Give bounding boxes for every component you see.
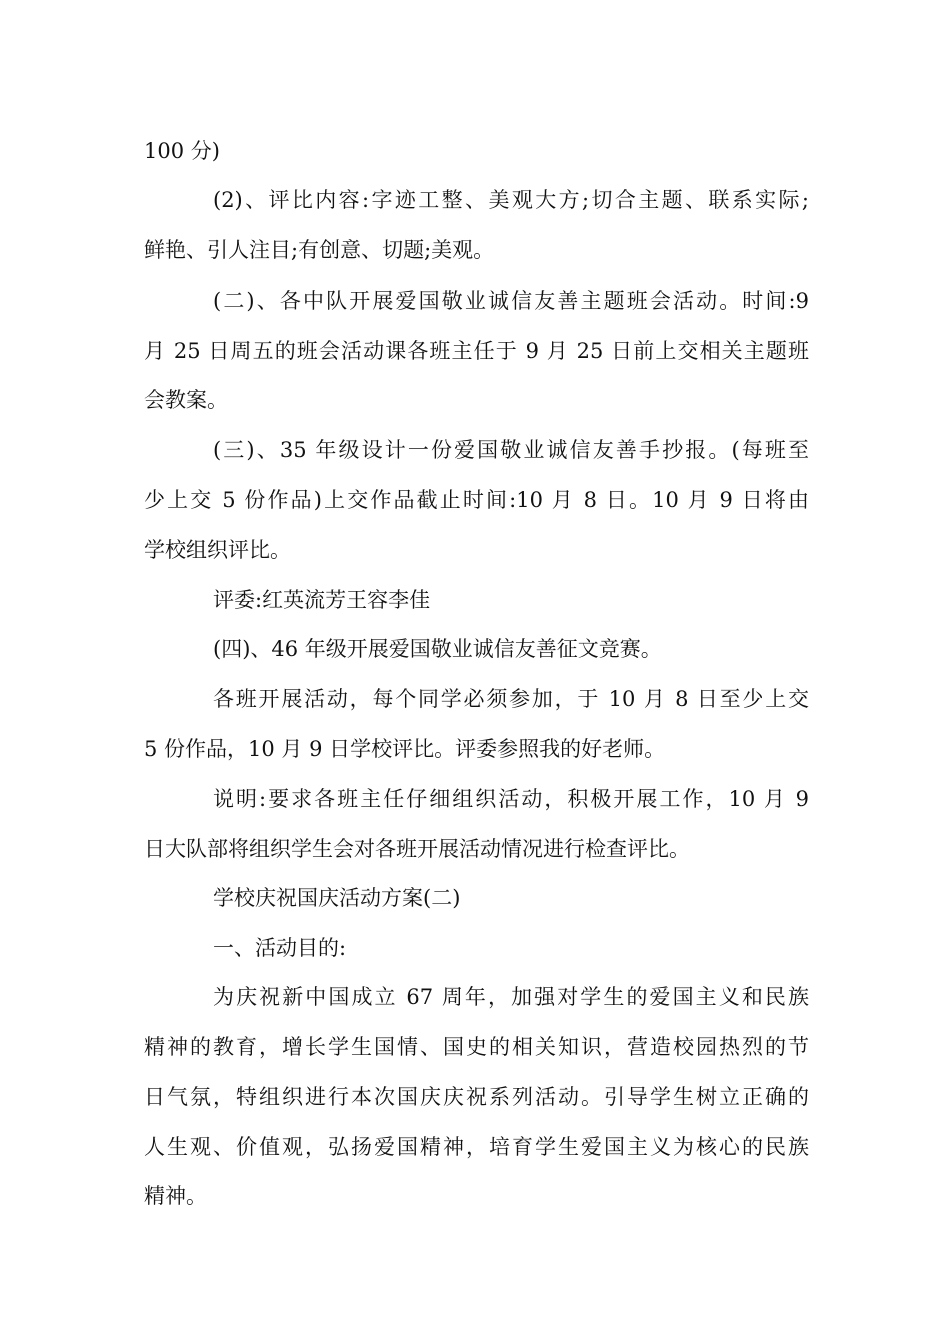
text-line: 各班开展活动，每个同学必须参加，于 10 月 8 日至少上交 [213, 687, 809, 711]
section-heading: 一、活动目的: [213, 936, 347, 960]
text-line: 会教案。 [144, 388, 228, 412]
text-line: 日大队部将组织学生会对各班开展活动情况进行检查评比。 [144, 837, 690, 861]
text-line: 评委:红英流芳王容李佳 [213, 588, 431, 612]
text-line: (四)、46 年级开展爱国敬业诚信友善征文竞赛。 [213, 637, 662, 661]
section-title: 学校庆祝国庆活动方案(二) [213, 886, 461, 910]
text-line: (三)、35 年级设计一份爱国敬业诚信友善手抄报。(每班至 [213, 438, 809, 462]
text-line: 为庆祝新中国成立 67 周年，加强对学生的爱国主义和民族 [213, 985, 809, 1009]
text-line: 日气氛，特组织进行本次国庆庆祝系列活动。引导学生树立正确的 [144, 1085, 809, 1109]
text-line: 5 份作品，10 月 9 日学校评比。评委参照我的好老师。 [144, 737, 666, 761]
text-line: (二)、各中队开展爱国敬业诚信友善主题班会活动。时间:9 [213, 289, 809, 313]
text-line: 说明:要求各班主任仔细组织活动，积极开展工作，10 月 9 [213, 787, 809, 811]
text-line: 精神。 [144, 1184, 207, 1208]
text-line: 学校组织评比。 [144, 538, 291, 562]
text-line: 月 25 日周五的班会活动课各班主任于 9 月 25 日前上交相关主题班 [144, 339, 809, 363]
text-line: (2)、评比内容:字迹工整、美观大方;切合主题、联系实际; [213, 188, 809, 212]
text-line: 精神的教育，增长学生国情、国史的相关知识，营造校园热烈的节 [144, 1035, 809, 1059]
text-line: 100 分) [144, 139, 220, 163]
text-line: 人生观、价值观，弘扬爱国精神，培育学生爱国主义为核心的民族 [144, 1135, 809, 1159]
text-line: 鲜艳、引人注目;有创意、切题;美观。 [144, 238, 495, 262]
text-line: 少上交 5 份作品)上交作品截止时间:10 月 8 日。10 月 9 日将由 [144, 488, 809, 512]
